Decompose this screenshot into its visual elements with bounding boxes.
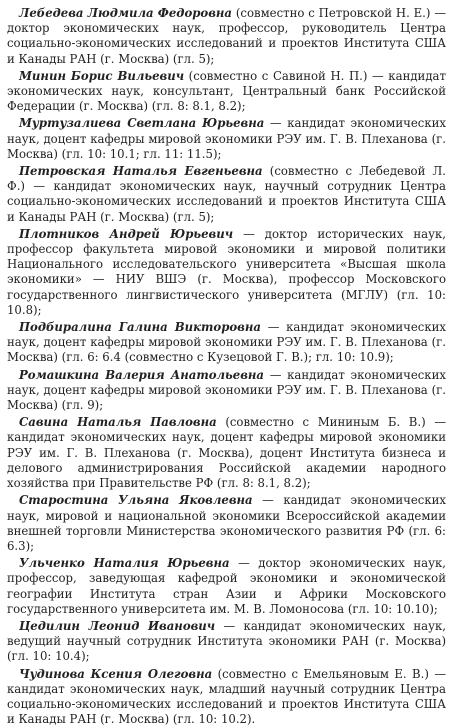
author-entry-petrovskaya (7, 164, 446, 225)
author-description: — кандидат экономических наук, мировой и национальной экономики Всероссийской академии внешней торговли Министерства экономического развития РФ (гл. 6: 6.3); (7, 493, 447, 553)
author-description: — доктор экономических наук, профессор, заведующая кафедрой экономики и экономической географии Института стран Азии и Африки Московского государственного университета им. М. В. Ломоносова (гл. 10: 10.10); (7, 556, 446, 616)
author-entry-romashkina (7, 368, 446, 414)
author-entry-podbiralina (7, 320, 446, 366)
author-name: Плотников Андрей Юрьевич (19, 226, 234, 241)
author-name: Ульченко Наталия Юрьевна (19, 556, 230, 571)
author-entry-savina (7, 415, 446, 491)
author-name: Чудинова Ксения Олеговна (19, 666, 213, 681)
author-description: — доктор исторических наук, профессор факультета мировой экономики и мировой политики Национального исследовательского университета «Высшая школа экономики» — НИУ ВШЭ (г. Москва), профессор Московского государственного лингвистического университета (МГЛУ) (гл. 10: 10.8); (7, 226, 446, 317)
author-entry-tsedilin (7, 619, 446, 665)
author-entry-murtuzalieva (7, 116, 446, 162)
author-description: (совместно с Лебедевой Л. Ф.) — кандидат экономических наук, научный сотрудник Центра социально-экономических исследований и проектов Института США и Канады РАН (г. Москва) (гл. 5); (7, 164, 446, 224)
author-name: Лебедева Людмила Федоровна (19, 6, 232, 20)
author-description: — кандидат экономических наук, ведущий научный сотрудник Института экономики РАН (г. Москва) (гл. 10: 10.4); (7, 618, 446, 664)
author-description: — кандидат экономических наук, доцент кафедры мировой экономики РЭУ им. Г. В. Плеханова (г. Москва) (гл. 6: 6.4 (совместно с Кузецовой Г. В.); гл. 10: 10.9); (7, 320, 446, 365)
author-description: (совместно с Мининым Б. В.) — кандидат экономических наук, доцент кафедры мировой экономики РЭУ им. Г. В. Плеханова (г. Москва), доцент Института бизнеса и делового администрирования Российской академии народного хозяйства при Правительстве РФ (гл. 8: 8.1, 8.2); (7, 415, 447, 491)
author-name: Ромашкина Валерия Анатольевна (19, 367, 264, 382)
author-description: — кандидат экономических наук, доцент кафедры мировой экономики РЭУ им. Г. В. Плеханова (г. Москва) (гл. 10: 10.1; гл. 11: 11.5); (7, 116, 447, 161)
author-name: Подбиралина Галина Викторовна (19, 320, 261, 335)
author-description: (совместно с Савиной Н. П.) — кандидат экономических наук, консультант, Центральный банк Российской Федерации (г. Москва) (гл. 8: 8.1, 8.2); (7, 68, 446, 114)
author-name: Минин Борис Вильевич (19, 68, 185, 83)
author-name: Муртузалиева Светлана Юрьевна (19, 116, 265, 131)
author-entry-minin (7, 69, 446, 115)
author-entry-plotnikov (7, 227, 446, 318)
author-name: Петровская Наталья Евгеньевна (19, 164, 263, 179)
author-description: (совместно с Петровской Н. Е.) — доктор экономических наук, профессор, руководитель Центра социально-экономических исследований и проектов Института США и Канады РАН (г. Москва) (гл. 5); (7, 6, 447, 66)
author-entry-starostina (7, 493, 446, 554)
author-name: Цедилин Леонид Иванович (19, 618, 216, 633)
author-name: Старостина Ульяна Яковлевна (19, 493, 253, 508)
author-entry-lebedeva (7, 6, 446, 67)
author-entry-ulchenko (7, 556, 446, 617)
author-description: (совместно с Емельяновым Е. В.) — кандидат экономических наук, младший научный сотрудник Центра социально-экономических исследований и проектов Института США и Канады РАН (г. Москва) (гл. 10: 10.2). (7, 666, 447, 727)
author-entry-chudinova (7, 667, 446, 727)
author-name: Савина Наталья Павловна (19, 415, 217, 430)
author-description: — кандидат экономических наук, доцент кафедры мировой экономики РЭУ им. Г. В. Плеханова (г. Москва) (гл. 9); (7, 367, 446, 413)
